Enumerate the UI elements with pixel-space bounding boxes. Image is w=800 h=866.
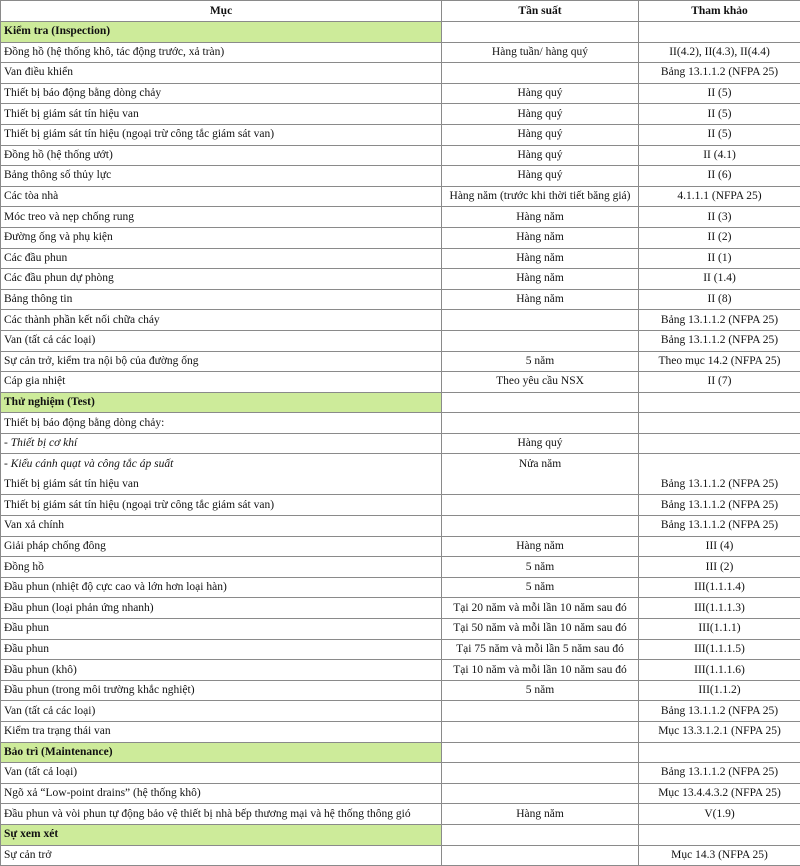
cell-reference: V(1.9) — [639, 804, 800, 825]
cell-reference: II (4.1) — [639, 145, 800, 166]
cell-frequency: Hàng năm — [442, 289, 639, 310]
cell-item: Các tòa nhà — [1, 186, 442, 207]
table-row — [1, 804, 800, 825]
cell-reference — [639, 824, 800, 845]
cell-frequency: Hàng năm — [442, 227, 639, 248]
table-row — [1, 639, 800, 660]
cell-item: Van (tất cả loại) — [1, 763, 442, 784]
cell-reference: II (1) — [639, 248, 800, 269]
cell-frequency — [442, 330, 639, 351]
table-row — [1, 104, 800, 125]
cell-frequency: Hàng năm — [442, 536, 639, 557]
cell-frequency: Hàng tuần/ hàng quý — [442, 42, 639, 63]
cell-frequency: Hàng quý — [442, 166, 639, 187]
header-row — [1, 1, 800, 22]
cell-reference: II (8) — [639, 289, 800, 310]
cell-frequency: Hàng quý — [442, 83, 639, 104]
section-row — [1, 392, 800, 413]
cell-frequency: Tại 20 năm và mỗi lần 10 năm sau đó — [442, 598, 639, 619]
cell-item: Đầu phun — [1, 639, 442, 660]
cell-frequency — [442, 392, 639, 413]
table-row — [1, 557, 800, 578]
cell-reference: II (1.4) — [639, 269, 800, 290]
table-row — [1, 660, 800, 681]
table-row — [1, 413, 800, 434]
cell-item: Sự xem xét — [1, 824, 442, 845]
cell-frequency: Theo yêu cầu NSX — [442, 372, 639, 393]
cell-frequency — [442, 824, 639, 845]
table-body — [1, 22, 800, 866]
table-row — [1, 454, 800, 495]
cell-reference: Bảng 13.1.1.2 (NFPA 25) — [639, 763, 800, 784]
cell-reference: II(4.2), II(4.3), II(4.4) — [639, 42, 800, 63]
cell-item: Kiểm tra (Inspection) — [1, 22, 442, 43]
cell-frequency: Tại 50 năm và mỗi lần 10 năm sau đó — [442, 619, 639, 640]
cell-frequency — [442, 454, 639, 495]
cell-frequency: Hàng năm (trước khi thời tiết băng giá) — [442, 186, 639, 207]
table-row — [1, 207, 800, 228]
cell-item: Thiết bị giám sát tín hiệu van — [1, 104, 442, 125]
cell-frequency: Tại 75 năm và mỗi lần 5 năm sau đó — [442, 639, 639, 660]
cell-item: Móc treo và nẹp chống rung — [1, 207, 442, 228]
cell-reference — [639, 742, 800, 763]
cell-item: Ngõ xả “Low-point drains” (hệ thống khô) — [1, 783, 442, 804]
cell-item: Van điều khiển — [1, 63, 442, 84]
cell-item: Bảng thông tin — [1, 289, 442, 310]
cell-reference: II (3) — [639, 207, 800, 228]
cell-reference — [639, 454, 800, 495]
cell-item: Van (tất cả các loại) — [1, 330, 442, 351]
cell-item: Đồng hồ — [1, 557, 442, 578]
cell-reference: Bảng 13.1.1.2 (NFPA 25) — [639, 330, 800, 351]
cell-item: Thử nghiệm (Test) — [1, 392, 442, 413]
cell-item: Thiết bị giám sát tín hiệu (ngoại trừ công tắc giám sát van) — [1, 495, 442, 516]
cell-item: Đầu phun (khô) — [1, 660, 442, 681]
cell-frequency: Hàng quý — [442, 433, 639, 454]
cell-item: Van xả chính — [1, 516, 442, 537]
header-frequency: Tần suất — [442, 1, 639, 22]
cell-frequency: 5 năm — [442, 680, 639, 701]
cell-frequency — [442, 310, 639, 331]
table-row — [1, 124, 800, 145]
cell-frequency — [442, 63, 639, 84]
cell-reference: III(1.1.1.5) — [639, 639, 800, 660]
cell-item: Đồng hồ (hệ thống khô, tác động trước, xả tràn) — [1, 42, 442, 63]
cell-item: Đường ống và phụ kiện — [1, 227, 442, 248]
cell-reference-spacer — [642, 454, 797, 474]
cell-item: Thiết bị báo động bằng dòng chảy — [1, 83, 442, 104]
table-row — [1, 351, 800, 372]
table-row — [1, 680, 800, 701]
cell-frequency: Hàng quý — [442, 104, 639, 125]
table-row — [1, 516, 800, 537]
cell-reference: Bảng 13.1.1.2 (NFPA 25) — [639, 63, 800, 84]
cell-item: Kiểm tra trạng thái van — [1, 722, 442, 743]
section-row — [1, 824, 800, 845]
table-row — [1, 701, 800, 722]
cell-reference: II (5) — [639, 83, 800, 104]
table-row — [1, 269, 800, 290]
cell-item: Các thành phần kết nối chữa cháy — [1, 310, 442, 331]
cell-item: Sự cản trở — [1, 845, 442, 866]
cell-item: Thiết bị báo động bằng dòng chảy: — [1, 413, 442, 434]
cell-reference: III (4) — [639, 536, 800, 557]
cell-frequency: Hàng năm — [442, 207, 639, 228]
cell-frequency: Hàng quý — [442, 145, 639, 166]
cell-reference: III(1.1.1.3) — [639, 598, 800, 619]
table-row — [1, 63, 800, 84]
cell-item: Thiết bị giám sát tín hiệu (ngoại trừ công tắc giám sát van) — [1, 124, 442, 145]
cell-item-line: - Kiểu cánh quạt và công tắc áp suất — [4, 454, 438, 474]
cell-item: Đồng hồ (hệ thống ướt) — [1, 145, 442, 166]
cell-item: Các đầu phun dự phòng — [1, 269, 442, 290]
cell-reference: II (5) — [639, 124, 800, 145]
cell-item: Đầu phun (nhiệt độ cực cao và lớn hơn loại hàn) — [1, 577, 442, 598]
table-row — [1, 310, 800, 331]
cell-frequency: Hàng năm — [442, 804, 639, 825]
cell-frequency: Hàng năm — [442, 248, 639, 269]
cell-reference: Bảng 13.1.1.2 (NFPA 25) — [639, 310, 800, 331]
header-reference: Tham khảo — [639, 1, 800, 22]
table-row — [1, 42, 800, 63]
cell-reference: III(1.1.2) — [639, 680, 800, 701]
cell-reference: III (2) — [639, 557, 800, 578]
table-row — [1, 372, 800, 393]
cell-reference — [639, 22, 800, 43]
table-row — [1, 166, 800, 187]
cell-item: Các đầu phun — [1, 248, 442, 269]
table-row — [1, 289, 800, 310]
cell-reference — [639, 413, 800, 434]
cell-reference — [639, 433, 800, 454]
cell-frequency-value: Nửa năm — [445, 454, 635, 474]
cell-item: Van (tất cả các loại) — [1, 701, 442, 722]
cell-frequency: 5 năm — [442, 351, 639, 372]
cell-reference: Theo mục 14.2 (NFPA 25) — [639, 351, 800, 372]
table-row — [1, 619, 800, 640]
cell-item: - Thiết bị cơ khí — [1, 433, 442, 454]
table-row — [1, 330, 800, 351]
cell-frequency: 5 năm — [442, 557, 639, 578]
table-row — [1, 83, 800, 104]
cell-reference-value: Bảng 13.1.1.2 (NFPA 25) — [642, 474, 797, 494]
cell-frequency — [442, 22, 639, 43]
table-row — [1, 598, 800, 619]
cell-frequency — [442, 701, 639, 722]
table-row — [1, 577, 800, 598]
cell-reference: Mục 14.3 (NFPA 25) — [639, 845, 800, 866]
table-row — [1, 145, 800, 166]
cell-frequency: Hàng quý — [442, 124, 639, 145]
cell-item: Đầu phun (loại phản ứng nhanh) — [1, 598, 442, 619]
section-row — [1, 742, 800, 763]
cell-frequency — [442, 516, 639, 537]
cell-reference: II (2) — [639, 227, 800, 248]
cell-reference: II (6) — [639, 166, 800, 187]
cell-reference — [639, 392, 800, 413]
table-row — [1, 186, 800, 207]
cell-frequency — [442, 742, 639, 763]
cell-item: Đầu phun — [1, 619, 442, 640]
cell-item: Đầu phun và vòi phun tự động bảo vệ thiết bị nhà bếp thương mại và hệ thống thông gió — [1, 804, 442, 825]
cell-frequency — [442, 783, 639, 804]
cell-frequency — [442, 495, 639, 516]
table-row — [1, 722, 800, 743]
cell-item: Sự cản trở, kiểm tra nội bộ của đường ống — [1, 351, 442, 372]
table-row — [1, 433, 800, 454]
cell-reference: Bảng 13.1.1.2 (NFPA 25) — [639, 495, 800, 516]
cell-reference: Bảng 13.1.1.2 (NFPA 25) — [639, 701, 800, 722]
table-row — [1, 227, 800, 248]
cell-reference: II (5) — [639, 104, 800, 125]
cell-frequency: Hàng năm — [442, 269, 639, 290]
cell-reference: III(1.1.1.6) — [639, 660, 800, 681]
cell-reference: III(1.1.1.4) — [639, 577, 800, 598]
cell-reference: Mục 13.3.1.2.1 (NFPA 25) — [639, 722, 800, 743]
table-row — [1, 783, 800, 804]
cell-reference: Bảng 13.1.1.2 (NFPA 25) — [639, 516, 800, 537]
cell-reference: III(1.1.1) — [639, 619, 800, 640]
cell-item-line: Thiết bị giám sát tín hiệu van — [4, 474, 438, 494]
cell-item: Bảo trì (Maintenance) — [1, 742, 442, 763]
cell-frequency: Tại 10 năm và mỗi lần 10 năm sau đó — [442, 660, 639, 681]
cell-item: Đầu phun (trong môi trường khắc nghiệt) — [1, 680, 442, 701]
header-item: Mục — [1, 1, 442, 22]
section-row — [1, 22, 800, 43]
cell-frequency: 5 năm — [442, 577, 639, 598]
cell-item — [1, 454, 442, 495]
cell-item: Giải pháp chống đông — [1, 536, 442, 557]
table-row — [1, 763, 800, 784]
cell-item: Bảng thông số thủy lực — [1, 166, 442, 187]
cell-reference: II (7) — [639, 372, 800, 393]
cell-reference: 4.1.1.1 (NFPA 25) — [639, 186, 800, 207]
cell-frequency — [442, 722, 639, 743]
cell-frequency — [442, 413, 639, 434]
table-row — [1, 248, 800, 269]
cell-frequency — [442, 763, 639, 784]
cell-reference: Mục 13.4.4.3.2 (NFPA 25) — [639, 783, 800, 804]
cell-item: Cáp gia nhiệt — [1, 372, 442, 393]
table-row — [1, 536, 800, 557]
table-row — [1, 495, 800, 516]
